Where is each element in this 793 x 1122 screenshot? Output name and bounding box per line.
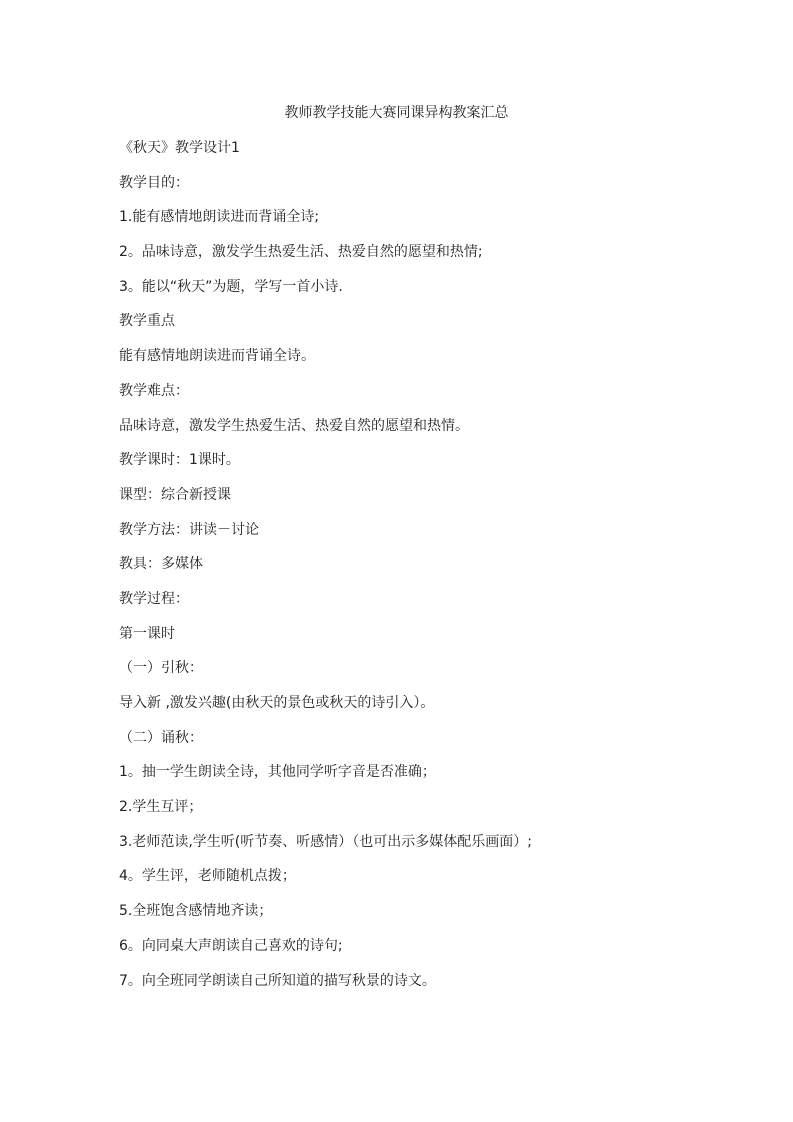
step-item: 2.学生互评； xyxy=(119,799,203,816)
key-points-heading: 教学重点 xyxy=(119,313,175,330)
section-text: 导入新 ,激发兴趣(由秋天的景色或秋天的诗引入）。 xyxy=(119,695,435,711)
teaching-process-heading: 教学过程： xyxy=(119,590,189,607)
objective-item: 3。能以“秋天”为题，学写一首小诗. xyxy=(119,278,343,295)
objective-item: 1.能有感情地朗读进而背诵全诗; xyxy=(119,209,320,226)
document-title: 教师教学技能大赛同课异构教案汇总 xyxy=(284,105,509,121)
step-item: 5.全班饱含感情地齐读； xyxy=(119,903,273,920)
step-item: 3.老师范读,学生听(听节奏、听感情）（也可出示多媒体配乐画面）; xyxy=(119,833,532,850)
lesson-type: 课型：综合新授课 xyxy=(119,486,231,503)
step-item: 1。抽一学生朗读全诗，其他同学听字音是否准确； xyxy=(119,764,436,781)
section-heading: （二）诵秋： xyxy=(119,729,203,746)
teaching-method: 教学方法：讲读－讨论 xyxy=(119,521,259,538)
teaching-aids: 教具：多媒体 xyxy=(119,556,203,573)
difficulties-text: 品味诗意，激发学生热爱生活、热爱自然的愿望和热情。 xyxy=(119,417,469,434)
step-item: 6。向同桌大声朗读自己喜欢的诗句; xyxy=(119,937,343,954)
class-hours: 教学课时：1课时。 xyxy=(119,452,240,469)
first-period-heading: 第一课时 xyxy=(119,625,175,642)
teaching-objectives-heading: 教学目的： xyxy=(119,174,189,191)
objective-item: 2。品味诗意，激发学生热爱生活、热爱自然的愿望和热情; xyxy=(119,244,483,261)
step-item: 4。学生评，老师随机点拨； xyxy=(119,868,296,885)
document-body xyxy=(119,138,719,1005)
lesson-design-heading: 《秋天》教学设计1 xyxy=(119,140,240,156)
difficulties-heading: 教学难点： xyxy=(119,382,189,399)
section-heading: （一）引秋： xyxy=(119,660,203,677)
key-points-text: 能有感情地朗读进而背诵全诗。 xyxy=(119,348,315,365)
step-item: 7。向全班同学朗读自己所知道的描写秋景的诗文。 xyxy=(119,972,436,989)
